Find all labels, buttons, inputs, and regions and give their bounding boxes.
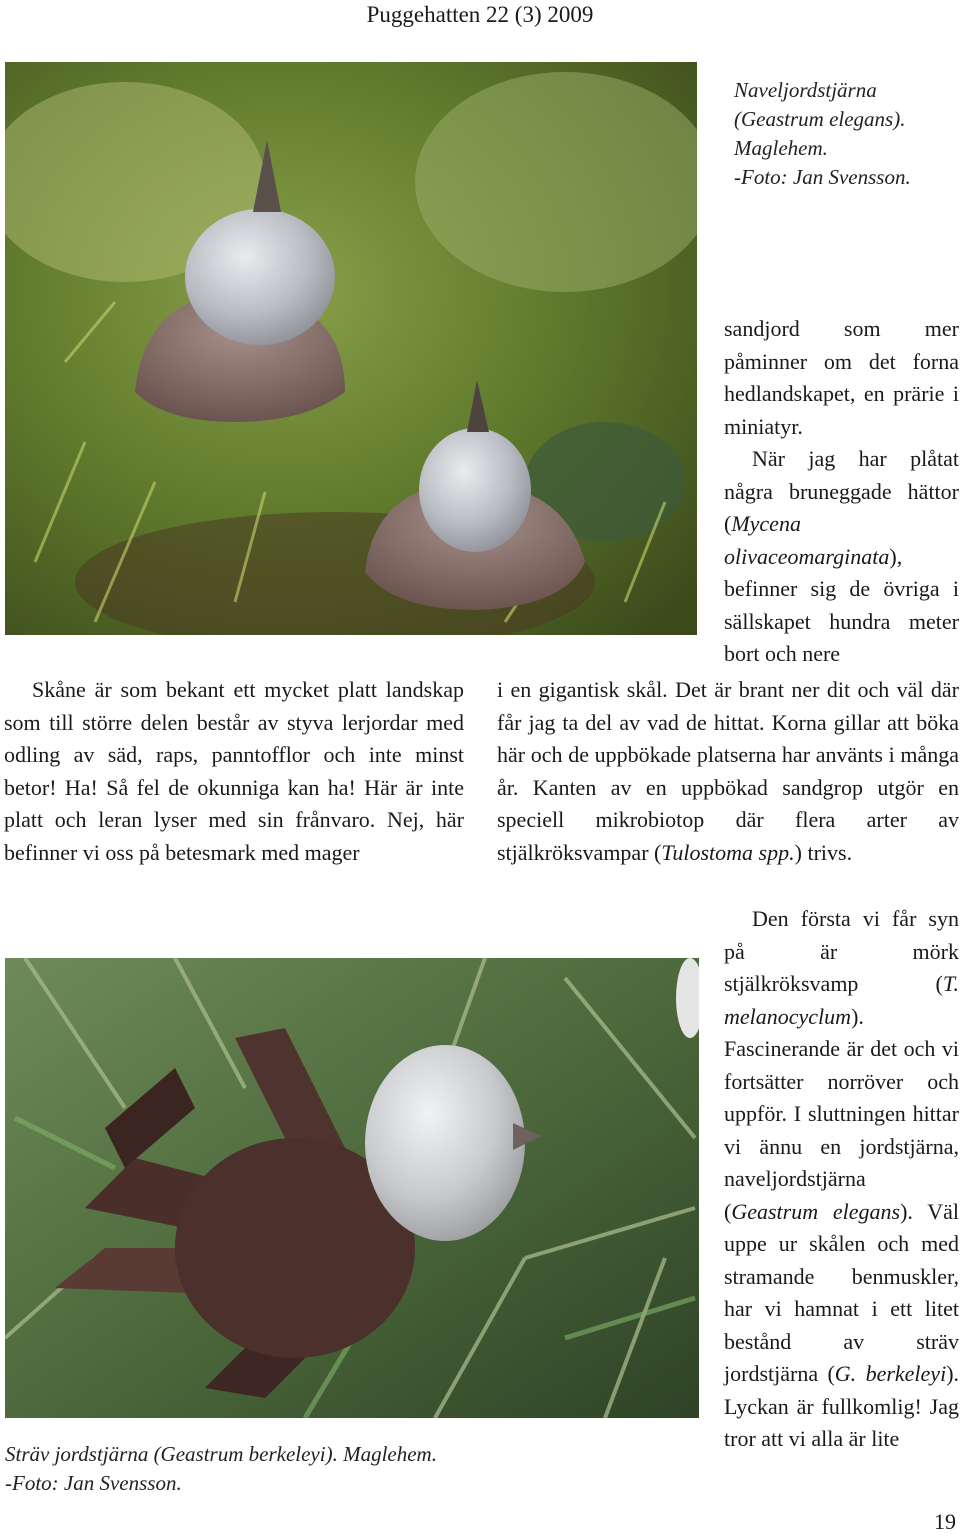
article-right-lower: [724, 903, 959, 1456]
caption-line: (Geastrum elegans).: [734, 107, 906, 131]
caption-line: Sträv jordstjärna (Geastrum berkeleyi). Maglehem.: [5, 1442, 437, 1466]
latin-name: T. melanocyclum: [724, 971, 959, 1029]
latin-name: Geastrum elegans: [731, 1198, 901, 1224]
latin-name: Mycena olivaceomarginata: [724, 511, 890, 569]
paragraph: [724, 443, 959, 671]
article-right-middle: [497, 674, 959, 869]
caption-line: -Foto: Jan Svensson.: [5, 1471, 182, 1495]
text-run: ) trivs.: [794, 839, 853, 865]
text-run: När jag har plåtat några bruneggade hättor (: [724, 446, 959, 536]
paragraph: [497, 674, 959, 869]
latin-name: Tulostoma spp.: [661, 839, 795, 865]
text-run: ), befinner sig de övriga i sällskapet hundra meter bort och nere: [724, 543, 959, 666]
text-run: Den första vi får syn på är mörk stjälkröksvamp (: [724, 906, 959, 996]
text-run: ). Lyckan är fullkomlig! Jag tror att vi alla är lite: [724, 1361, 960, 1451]
paragraph: Skåne är som bekant ett mycket platt landskap som till större delen består av styva lerjordar med odling av säd, raps, panntofflor och inte minst betor! Ha! Så fel de okunniga kan ha! Här är inte platt och leran lyser med sin frånvaro. Nej, här befinner vi oss på betesmark med mager: [4, 677, 464, 865]
running-header: Puggehatten 22 (3) 2009: [366, 2, 594, 27]
caption-line: Naveljordstjärna: [734, 78, 877, 102]
text-run: ). Väl uppe ur skålen och med stramande benmuskler, har vi hamnat i ett litet bestånd av sträv jordstjärna (: [724, 1198, 959, 1386]
text-run: i en gigantisk skål. Det är brant ner dit och väl där får jag ta del av vad de hittat. Korna gillar att böka här och de uppbökade platserna har använts i många år. Kanten av en uppbökad sandgrop utgör en speciell mikrobiotop där flera arter av stjälkröksvampar (: [497, 677, 959, 865]
latin-name: G. berkeleyi: [834, 1361, 947, 1386]
paragraph: [724, 903, 959, 1456]
page-number: 19: [934, 1509, 956, 1534]
caption-line: Maglehem.: [734, 136, 828, 160]
photo1-caption: [734, 76, 954, 192]
caption-line: -Foto: Jan Svensson.: [734, 165, 911, 189]
photo-naveljordstjarna: [5, 62, 697, 635]
text-run: ). Fascinerande är det och vi fortsätter norröver och uppför. I sluttningen hittar vi ännu en jordstjärna, naveljordstjärna (: [724, 1003, 959, 1224]
article-right-top: [724, 313, 959, 671]
paragraph: sandjord som mer påminner om det forna hedlandskapet, en prärie i miniatyr.: [724, 316, 959, 439]
article-left-column: [4, 674, 464, 869]
photo-strav-jordstjarna: [5, 958, 699, 1418]
photo2-caption: [5, 1440, 565, 1498]
